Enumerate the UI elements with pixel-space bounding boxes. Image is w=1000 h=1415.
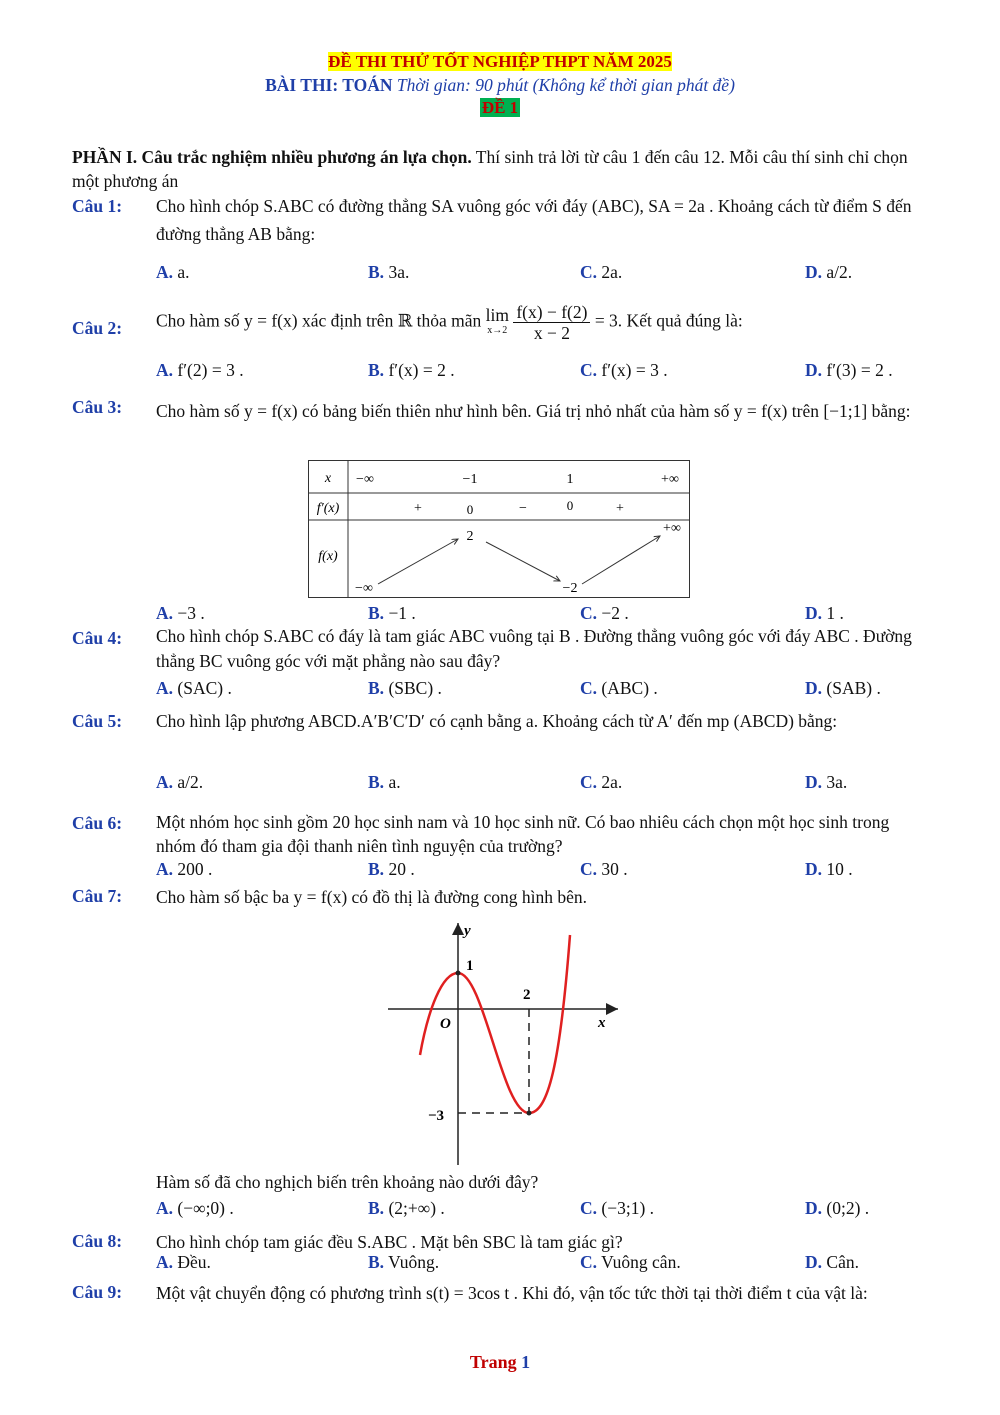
table-arrow-down <box>486 542 560 581</box>
q4-option-b[interactable]: B. (SBC) . <box>368 678 442 698</box>
table-sign-zero-2: 0 <box>566 498 574 513</box>
q2-option-d[interactable]: D. f′(3) = 2 . <box>805 360 893 380</box>
q7-option-a[interactable]: A. (−∞;0) . <box>156 1198 234 1218</box>
table-x-pos-inf: +∞ <box>661 472 679 487</box>
q6-option-d[interactable]: D. 10 . <box>805 859 853 879</box>
q2-text: Cho hàm số y = f(x) xác định trên ℝ thỏa mãn lim x→2 $\frac{f(x) - f(2)}{x - 2}$ = 3. Kết quả đúng là: <box>156 302 743 343</box>
q5-text: Cho hình lập phương ABCD.A′B′C′D′ có cạnh bằng a. Khoảng cách từ A′ đến mp (ABCD) bằng: <box>156 711 838 731</box>
q9-label: Câu 9: <box>72 1282 123 1302</box>
table-row-fprime: f′(x) <box>316 501 340 516</box>
part1-instruction: Thí sinh trả lời từ câu 1 đến câu 12. Mỗi câu thí sinh chỉ chọn một phương án <box>72 147 908 191</box>
q9-text: Một vật chuyển động có phương trình s(t) = 3cos t . Khi đó, vận tốc tức thời tại thời điểm t của vật là: <box>156 1283 868 1303</box>
q2-option-a[interactable]: A. f′(2) = 3 . <box>156 360 244 380</box>
q8-option-c[interactable]: C. Vuông cân. <box>580 1252 681 1272</box>
q1-label: Câu 1: <box>72 196 123 216</box>
tick-label-1: 1 <box>466 958 474 974</box>
q6-option-c[interactable]: C. 30 . <box>580 859 628 879</box>
table-f-max: 2 <box>466 529 474 544</box>
q4-option-d[interactable]: D. (SAB) . <box>805 678 881 698</box>
q3-option-d[interactable]: D. 1 . <box>805 603 844 623</box>
table-row-x: x <box>324 471 332 486</box>
table-f-neg-inf: −∞ <box>355 581 373 596</box>
exam-subtitle: BÀI THI: TOÁN Thời gian: 90 phút (Không kể thời gian phát đề) <box>265 75 735 95</box>
part1-intro <box>72 145 932 193</box>
table-f-pos-inf: +∞ <box>663 521 681 536</box>
q6-text: Một nhóm học sinh gồm 20 học sinh nam và 10 học sinh nữ. Có bao nhiêu cách chọn một học sinh trong nhóm đó tham gia đội thanh niên tình nguyện của trường? <box>156 812 890 856</box>
q7-label: Câu 7: <box>72 886 123 906</box>
q8-text: Cho hình chóp tam giác đều S.ABC . Mặt bên SBC là tam giác gì? <box>156 1232 623 1252</box>
q5-label: Câu 5: <box>72 711 123 731</box>
q6-option-a[interactable]: A. 200 . <box>156 859 213 879</box>
q8-option-b[interactable]: B. Vuông. <box>368 1252 440 1272</box>
q3-option-c[interactable]: C. −2 . <box>580 603 629 623</box>
q1-option-d[interactable]: D. a/2. <box>805 262 853 282</box>
q3-option-a[interactable]: A. −3 . <box>156 603 205 623</box>
table-sign-3: + <box>616 501 624 516</box>
q3-option-b[interactable]: B. −1 . <box>368 603 416 623</box>
q7-option-c[interactable]: C. (−3;1) . <box>580 1198 655 1218</box>
q5-option-d[interactable]: D. 3a. <box>805 772 848 792</box>
table-sign-zero-1: 0 <box>466 502 474 517</box>
y-axis-label: y <box>464 923 471 939</box>
origin-label: O <box>440 1016 451 1032</box>
q2-option-b[interactable]: B. f′(x) = 2 . <box>368 360 455 380</box>
q4-label: Câu 4: <box>72 628 123 648</box>
q1-option-a[interactable]: A. a. <box>156 262 190 282</box>
point-min <box>527 1111 532 1116</box>
q1-text: Cho hình chóp S.ABC có đường thẳng SA vuông góc với đáy (ABC), SA = 2a . Khoảng cách từ điểm S đến đường thẳng AB bằng: <box>156 196 912 244</box>
q5-option-c[interactable]: C. 2a. <box>580 772 623 792</box>
tick-label-m3: −3 <box>428 1108 445 1124</box>
q8-label: Câu 8: <box>72 1231 123 1251</box>
part1-heading: PHẦN I. Câu trắc nghiệm nhiều phương án lựa chọn. <box>72 147 472 167</box>
exam-title: ĐỀ THI THỬ TỐT NGHIỆP THPT NĂM 2025 <box>328 52 672 71</box>
table-f-min: −2 <box>562 581 578 596</box>
q8-option-a[interactable]: A. Đều. <box>156 1252 211 1272</box>
q3-text: Cho hàm số y = f(x) có bảng biến thiên như hình bên. Giá trị nhỏ nhất của hàm số y = f(x) trên [−1;1] bằng: <box>156 401 911 421</box>
q4-option-a[interactable]: A. (SAC) . <box>156 678 232 698</box>
point-max <box>456 971 461 976</box>
q2-option-c[interactable]: C. f′(x) = 3 . <box>580 360 668 380</box>
q7-text: Cho hàm số bậc ba y = f(x) có đồ thị là đường cong hình bên. <box>156 887 588 907</box>
variation-table <box>308 460 690 598</box>
q2-label: Câu 2: <box>72 318 123 338</box>
q2-fraction: $\frac{f(x) - f(2)}{x - 2}$ <box>513 302 590 343</box>
q5-option-a[interactable]: A. a/2. <box>156 772 204 792</box>
q8-option-d[interactable]: D. Cân. <box>805 1252 859 1272</box>
table-x-neg-inf: −∞ <box>356 472 374 487</box>
q6-option-b[interactable]: B. 20 . <box>368 859 415 879</box>
table-sign-1: + <box>414 501 422 516</box>
table-x-m1: −1 <box>462 472 478 487</box>
table-arrow-up-2 <box>582 536 660 584</box>
x-axis-label: x <box>598 1015 606 1031</box>
q6-label: Câu 6: <box>72 813 123 833</box>
table-sign-2: − <box>519 501 527 516</box>
table-x-1: 1 <box>566 472 574 487</box>
table-row-f: f(x) <box>318 549 338 564</box>
q7-option-d[interactable]: D. (0;2) . <box>805 1198 870 1218</box>
q3-label: Câu 3: <box>72 397 123 417</box>
tick-label-2: 2 <box>523 987 531 1003</box>
q7-option-b[interactable]: B. (2;+∞) . <box>368 1198 445 1218</box>
q2-limit: lim x→2 <box>485 304 509 336</box>
page-footer: Trang 1 <box>469 1352 531 1372</box>
cubic-graph <box>380 915 630 1170</box>
q4-text: Cho hình chóp S.ABC có đáy là tam giác ABC vuông tại B . Đường thẳng vuông góc với đáy ABC . Đường thẳng BC vuông góc với mặt phẳng nào sau đây? <box>156 626 912 671</box>
exam-code: ĐỀ 1 <box>481 98 519 117</box>
q1-option-c[interactable]: C. 2a. <box>580 262 623 282</box>
q5-option-b[interactable]: B. a. <box>368 772 401 792</box>
q7-text-2: Hàm số đã cho nghịch biến trên khoảng nào dưới đây? <box>156 1172 539 1192</box>
table-arrow-up-1 <box>378 539 458 584</box>
q4-option-c[interactable]: C. (ABC) . <box>580 678 658 698</box>
q1-option-b[interactable]: B. 3a. <box>368 262 410 282</box>
